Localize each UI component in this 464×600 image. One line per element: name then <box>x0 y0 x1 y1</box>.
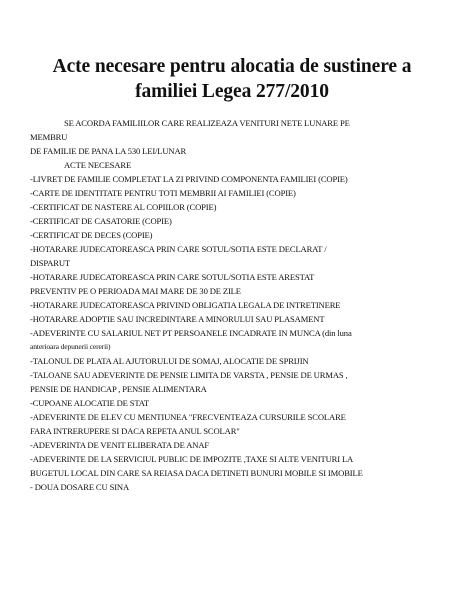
list-item: -TALONUL DE PLATA AL AJUTORULUI DE SOMAJ, ALOCATIE DE SPRIJIN <box>30 356 309 366</box>
list-item-continuation: PREVENTIV PE O PERIOADA MAI MARE DE 30 DE ZILE <box>30 286 241 296</box>
intro-line-1: SE ACORDA FAMILIILOR CARE REALIZEAZA VENITURI NETE LUNARE PE <box>64 118 350 128</box>
list-item: -ADEVERINTA DE VENIT ELIBERATA DE ANAF <box>30 440 210 450</box>
list-item-continuation: DISPARUT <box>30 258 71 268</box>
list-item: -CERTIFICAT DE DECES (COPIE) <box>30 230 153 240</box>
list-item: -HOTARARE JUDECATOREASCA PRIVIND OBLIGATIA LEGALA DE INTRETINERE <box>30 300 341 310</box>
list-item: -CERTIFICAT DE NASTERE AL COPIILOR (COPIE) <box>30 202 217 212</box>
title-line-1: Acte necesare pentru alocatia de sustinere a <box>52 56 412 77</box>
list-item: -CARTE DE IDENTITATE PENTRU TOTI MEMBRII AI FAMILIEI (COPIE) <box>30 188 296 198</box>
list-item: -LIVRET DE FAMILIE COMPLETAT LA ZI PRIVIND COMPONENTA FAMILIEI (COPIE) <box>30 174 348 184</box>
list-item: -CUPOANE ALOCATIE DE STAT <box>30 398 149 408</box>
intro-line-3: DE FAMILIE DE PANA LA 530 LEI/LUNAR <box>30 146 187 156</box>
document-body <box>30 116 450 494</box>
list-item: -HOTARARE JUDECATOREASCA PRIN CARE SOTUL/SOTIA ESTE DECLARAT / <box>30 244 327 254</box>
list-item-continuation: FARA INTRERUPERE SI DACA REPETA ANUL SCOLAR" <box>30 426 240 436</box>
list-item: -TALOANE SAU ADEVERINTE DE PENSIE LIMITA DE VARSTA , PENSIE DE URMAS , <box>30 370 348 380</box>
list-item: -ADEVERINTE DE ELEV CU MENTIUNEA "FRECVENTEAZA CURSURILE SCOLARE <box>30 412 346 422</box>
list-item: -ADEVERINTE CU SALARIUL NET PT PERSOANELE INCADRATE IN MUNCA (din luna <box>30 328 352 338</box>
list-item-continuation: BUGETUL LOCAL DIN CARE SA REIASA DACA DETINETI BUNURI MOBILE SI IMOBILE <box>30 468 363 478</box>
list-item-continuation: anterioara depunerii cererii) <box>30 342 111 351</box>
intro-line-2: MEMBRU <box>30 132 68 142</box>
list-item-continuation: PENSIE DE HANDICAP , PENSIE ALIMENTARA <box>30 384 207 394</box>
list-item: - DOUA DOSARE CU SINA <box>30 482 130 492</box>
title-line-2: familiei Legea 277/2010 <box>135 81 329 102</box>
list-item: -CERTIFICAT DE CASATORIE (COPIE) <box>30 216 172 226</box>
document-title <box>30 54 434 104</box>
list-item: -HOTARARE JUDECATOREASCA PRIN CARE SOTUL/SOTIA ESTE ARESTAT <box>30 272 315 282</box>
section-heading: ACTE NECESARE <box>64 160 132 170</box>
list-item: -HOTARARE ADOPTIE SAU INCREDINTARE A MINORULUI SAU PLASAMENT <box>30 314 325 324</box>
list-item: -ADEVERINTE DE LA SERVICIUL PUBLIC DE IMPOZITE ,TAXE SI ALTE VENITURI LA <box>30 454 354 464</box>
